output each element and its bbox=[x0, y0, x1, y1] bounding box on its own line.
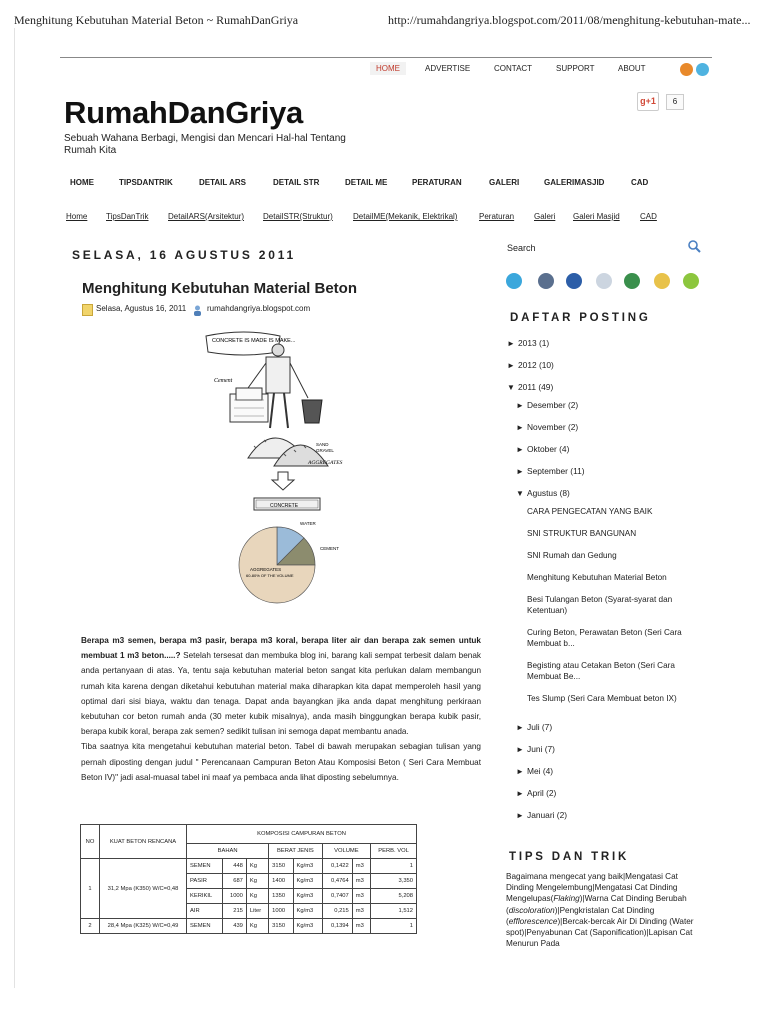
tips-link[interactable]: ) bbox=[557, 916, 561, 926]
archive-month-label[interactable]: September (11) bbox=[527, 466, 585, 476]
cell: 448 bbox=[222, 859, 246, 874]
delicious-icon[interactable] bbox=[538, 273, 554, 289]
concrete-illustration bbox=[204, 328, 360, 610]
topnav-about[interactable]: ABOUT bbox=[618, 64, 646, 73]
row2-kuat: 28,4 Mpa (K325) W/C=0,49 bbox=[100, 919, 187, 934]
cell: SEMEN bbox=[187, 859, 223, 874]
archive-year-label[interactable]: 2012 (10) bbox=[518, 360, 554, 370]
submenu-cad[interactable]: CAD bbox=[640, 212, 657, 221]
tips-link-italic[interactable]: Flaking bbox=[553, 894, 580, 904]
post-intro-question: Berapa m3 semen, berapa m3 pasir, berapa m3 koral, berapa liter air dan berapa zak semen untuk membuat 1 m3 beton.....? bbox=[81, 636, 481, 661]
expand-icon[interactable]: ► bbox=[507, 339, 515, 348]
daftar-posting-heading: DAFTAR POSTING bbox=[510, 312, 651, 324]
cell: 0,1394 bbox=[322, 919, 352, 934]
cell: 1000 bbox=[269, 904, 293, 919]
cell: AIR bbox=[187, 904, 223, 919]
archive-month[interactable] bbox=[516, 788, 556, 798]
tips-link[interactable]: Warna Cat Dinding Berubah ( bbox=[506, 894, 687, 915]
search-icon[interactable] bbox=[688, 240, 701, 253]
submenu-detailars[interactable]: DetailARS(Arsitektur) bbox=[168, 212, 245, 221]
archive-post-link[interactable]: CARA PENGECATAN YANG BAIK bbox=[527, 507, 653, 516]
cell: Kg/m3 bbox=[293, 874, 322, 889]
topnav-advertise[interactable]: ADVERTISE bbox=[425, 64, 471, 73]
th-kuat-beton: KUAT BETON RENCANA bbox=[100, 825, 187, 859]
tips-links: Bagaimana mengecat yang baik|Mengatasi Cat Dinding Mengelembung|Mengatasi Cat Dinding Mengelupas(Flaking)|Warna Cat Dinding Berubah (discoloration)|Pengkristalan Cat Dinding (efflorescence)|Bercak-bercak Air Di Dinding (Water spot)|Penyabunan Cat (Saponification)|Lapisan Cat Menurun Pada bbox=[506, 872, 694, 949]
cell: 0,1422 bbox=[322, 859, 352, 874]
cell: 3,350 bbox=[371, 874, 417, 889]
twitter-icon[interactable] bbox=[696, 63, 709, 76]
archive-month[interactable] bbox=[516, 810, 567, 820]
pie-water-label: WATER bbox=[300, 521, 316, 526]
post-meta-date: Selasa, Agustus 16, 2011 bbox=[96, 304, 187, 313]
archive-year[interactable] bbox=[507, 338, 549, 348]
th-komposisi: KOMPOSISI CAMPURAN BETON bbox=[187, 825, 417, 844]
facebook-icon[interactable] bbox=[566, 273, 582, 289]
tips-link[interactable]: Bagaimana mengecat yang baik bbox=[506, 872, 623, 881]
cell: 687 bbox=[222, 874, 246, 889]
archive-year-label[interactable]: 2013 (1) bbox=[518, 338, 550, 348]
expand-icon[interactable]: ► bbox=[516, 467, 524, 476]
archive-month-label[interactable]: Januari (2) bbox=[527, 810, 568, 820]
tips-link[interactable]: ) bbox=[579, 894, 583, 904]
menu-galerimasjid[interactable]: GALERIMASJID bbox=[544, 178, 605, 187]
cell: m3 bbox=[352, 919, 370, 934]
menu-detail-str[interactable]: DETAIL STR bbox=[273, 178, 320, 187]
menu-peraturan[interactable]: PERATURAN bbox=[412, 178, 462, 187]
sand-label: SAND bbox=[316, 442, 329, 447]
th-berat-jenis: BERAT JENIS bbox=[269, 844, 322, 859]
cell: 5,208 bbox=[371, 889, 417, 904]
submenu-peraturan[interactable]: Peraturan bbox=[479, 212, 515, 221]
cell: Kg bbox=[246, 859, 268, 874]
pie-cement-label: CEMENT bbox=[320, 546, 339, 551]
archive-month[interactable] bbox=[516, 466, 585, 476]
author-icon bbox=[193, 303, 202, 314]
submenu-detailstr[interactable]: DetailSTR(Struktur) bbox=[263, 212, 333, 221]
post-paragraph-2: Tiba saatnya kita mengetahui kebutuhan material beton. Tabel di bawah merupakan sebagian tulisan yang pernah diposting dengan judul " Perencanaan Campuran Beton Atau Komposisi Beton ( Seri Cara Membuat Beton IV)" jadi asal-muasal tabel ini maaf ya pembaca anda lihat diposting sebelumnya. bbox=[81, 742, 481, 782]
menu-cad[interactable]: CAD bbox=[631, 178, 649, 187]
tips-link[interactable]: Mengatasi Cat Dinding Mengelembung bbox=[506, 872, 678, 893]
page-title: Menghitung Kebutuhan Material Beton ~ RumahDanGriya bbox=[14, 13, 299, 27]
blog-description: Sebuah Wahana Berbagi, Mengisi dan Mencari Hal-hal Tentang Rumah Kita bbox=[64, 133, 346, 156]
archive-month-label[interactable]: Agustus (8) bbox=[527, 488, 570, 498]
archive-post-link[interactable]: SNI Rumah dan Gedung bbox=[527, 551, 617, 560]
archive-month-label[interactable]: Desember (2) bbox=[527, 400, 579, 410]
archive-month[interactable] bbox=[516, 744, 555, 754]
cell: KERIKIL bbox=[187, 889, 223, 904]
pie-aggregates-label: AGGREGATES bbox=[250, 567, 282, 572]
cell: 1000 bbox=[222, 889, 246, 904]
archive-month-label[interactable]: Juni (7) bbox=[527, 744, 555, 754]
page-url[interactable]: http://rumahdangriya.blogspot.com/2011/08/menghitung-kebutuhan-mate... bbox=[388, 13, 751, 27]
cell: 0,215 bbox=[322, 904, 352, 919]
cell: 0,4764 bbox=[322, 874, 352, 889]
cell: Liter bbox=[246, 904, 268, 919]
expand-icon[interactable]: ► bbox=[516, 723, 524, 732]
archive-post-link[interactable]: SNI STRUKTUR BANGUNAN bbox=[527, 529, 637, 538]
tips-link[interactable]: Pengkristalan Cat Dinding ( bbox=[506, 905, 655, 926]
pie-aggregates-volume-label: 60-80% OF THE VOLUME bbox=[246, 573, 294, 578]
cell: 3150 bbox=[269, 919, 293, 934]
calendar-icon bbox=[82, 304, 93, 316]
menu-home[interactable]: HOME bbox=[70, 178, 94, 187]
tips-dan-trik-heading: TIPS DAN TRIK bbox=[509, 851, 630, 863]
search-label: Search bbox=[507, 243, 536, 253]
archive-month[interactable] bbox=[516, 488, 570, 498]
tips-link[interactable]: Mengatasi Cat Dinding Mengelupas( bbox=[506, 883, 678, 904]
cell: Kg bbox=[246, 889, 268, 904]
bubble-text: CONCRETE IS MADE IS MAKE... bbox=[212, 338, 296, 344]
cell: m3 bbox=[352, 874, 370, 889]
expand-icon[interactable]: ► bbox=[516, 789, 524, 798]
page-border bbox=[14, 28, 15, 988]
stumbleupon-icon[interactable] bbox=[624, 273, 640, 289]
post-title[interactable]: Menghitung Kebutuhan Material Beton bbox=[82, 280, 357, 297]
expand-icon[interactable]: ► bbox=[516, 423, 524, 432]
archive-month-label[interactable]: November (2) bbox=[527, 422, 579, 432]
archive-month-label[interactable]: Oktober (4) bbox=[527, 444, 570, 454]
gravel-label: GRAVEL bbox=[316, 448, 334, 453]
submenu-home[interactable]: Home bbox=[66, 212, 88, 221]
archive-post-link[interactable]: Tes Slump (Seri Cara Membuat beton IX) bbox=[527, 694, 677, 703]
post-body bbox=[81, 633, 481, 785]
archive-month-label[interactable]: Juli (7) bbox=[527, 722, 553, 732]
cell: Kg bbox=[246, 919, 268, 934]
collapse-icon[interactable]: ▼ bbox=[516, 489, 524, 498]
cell: PASIR bbox=[187, 874, 223, 889]
concrete-label: CONCRETE bbox=[270, 503, 299, 509]
google-plus-label: g+1 bbox=[640, 96, 656, 106]
topnav-contact[interactable]: CONTACT bbox=[494, 64, 533, 73]
row2-no: 2 bbox=[81, 919, 100, 934]
cell: 0,7407 bbox=[322, 889, 352, 904]
submenu-detailme[interactable]: DetailME(Mekanik, Elektrikal) bbox=[353, 212, 458, 221]
menu-tipsdantrik[interactable]: TIPSDANTRIK bbox=[119, 178, 173, 187]
menu-detail-ars[interactable]: DETAIL ARS bbox=[199, 178, 246, 187]
th-perb-vol: PERB. VOL bbox=[371, 844, 417, 859]
collapse-icon[interactable]: ▼ bbox=[507, 383, 515, 392]
archive-post-link[interactable]: Menghitung Kebutuhan Material Beton bbox=[527, 573, 667, 582]
submenu-tipsdantrik[interactable]: TipsDanTrik bbox=[106, 212, 149, 221]
archive-month[interactable] bbox=[516, 422, 578, 432]
google-plus-count: 6 bbox=[666, 94, 684, 110]
cell: 1,512 bbox=[371, 904, 417, 919]
archive-month[interactable] bbox=[516, 766, 553, 776]
cell: Kg/m3 bbox=[293, 859, 322, 874]
expand-icon[interactable]: ► bbox=[516, 445, 524, 454]
post-intro-text: Setelah tersesat dan membuka blog ini, barang kali sempat terbesit dalam benak anda pertanyaan di atas. Ya, tentu saja kebutuhan material beton sangat kita perlukan dalam membangun rumah kita karena dengan diketahui kebutuhan material maka diharapkan kita dapat memperoleh hasil yang optimal dari sisi biaya, waktu dan tenaga. Dapat anda bayangkan jika anda dapat menghitung perkiraan kebutuhan cor beton rumah anda (30 meter kubik misalnya), anda masih binggungkan berapa kubik pasir, berapa kubik koral, berapa zak semen? sedikit tulisan ini semoga dapat membantu anada. bbox=[81, 651, 481, 737]
archive-post-link[interactable]: Besi Tulangan Beton (Syarat-syarat dan Ketentuan) bbox=[527, 595, 673, 615]
expand-icon[interactable]: ► bbox=[507, 361, 515, 370]
topnav-home[interactable]: HOME bbox=[370, 62, 406, 75]
tips-link-italic[interactable]: discoloration bbox=[508, 905, 555, 915]
cell: 1350 bbox=[269, 889, 293, 904]
technorati-icon[interactable] bbox=[596, 273, 612, 289]
cell: Kg bbox=[246, 874, 268, 889]
submenu-galeri[interactable]: Galeri bbox=[534, 212, 556, 221]
cell: 1 bbox=[371, 919, 417, 934]
menu-detail-me[interactable]: DETAIL ME bbox=[345, 178, 388, 187]
row1-kuat: 31,2 Mpa (K350) W/C=0,48 bbox=[100, 859, 187, 919]
aggregates-label: AGGREGATES bbox=[308, 460, 343, 466]
cell: Kg/m3 bbox=[293, 904, 322, 919]
archive-month[interactable] bbox=[516, 722, 552, 732]
submenu-galeri-masjid[interactable]: Galeri Masjid bbox=[573, 212, 620, 221]
composition-table bbox=[80, 824, 417, 934]
cell: 1 bbox=[371, 859, 417, 874]
archive-post-link[interactable]: Begisting atau Cetakan Beton (Seri Cara Membuat Be... bbox=[527, 661, 675, 681]
cell: m3 bbox=[352, 889, 370, 904]
menu-galeri[interactable]: GALERI bbox=[489, 178, 520, 187]
archive-year[interactable] bbox=[507, 360, 554, 370]
row1-no: 1 bbox=[81, 859, 100, 919]
tips-link[interactable]: Lapisan Cat Menurun Pada bbox=[506, 928, 693, 949]
tips-link[interactable]: Bercak-bercak Air Di Dinding (Water spot) bbox=[506, 916, 694, 938]
archive-month[interactable] bbox=[516, 400, 578, 410]
post-date-header: SELASA, 16 AGUSTUS 2011 bbox=[72, 248, 297, 262]
archive-post-link[interactable]: Curing Beton, Perawatan Beton (Seri Cara Membuat b... bbox=[527, 628, 682, 648]
expand-icon[interactable]: ► bbox=[516, 745, 524, 754]
th-bahan: BAHAN bbox=[187, 844, 269, 859]
cell: 1400 bbox=[269, 874, 293, 889]
cell: Kg/m3 bbox=[293, 919, 322, 934]
th-volume: VOLUME bbox=[322, 844, 371, 859]
expand-icon[interactable]: ► bbox=[516, 811, 524, 820]
archive-year-label[interactable]: 2011 (49) bbox=[518, 382, 554, 392]
twitter-icon[interactable] bbox=[506, 273, 522, 289]
table-row bbox=[81, 859, 417, 874]
expand-icon[interactable]: ► bbox=[516, 767, 524, 776]
expand-icon[interactable]: ► bbox=[516, 401, 524, 410]
cell: 439 bbox=[222, 919, 246, 934]
topnav-support[interactable]: SUPPORT bbox=[556, 64, 595, 73]
cell: 215 bbox=[222, 904, 246, 919]
share-icon[interactable] bbox=[683, 273, 699, 289]
archive-year[interactable] bbox=[507, 382, 553, 392]
archive-month-label[interactable]: Mei (4) bbox=[527, 766, 554, 776]
cell: m3 bbox=[352, 859, 370, 874]
table-row bbox=[81, 919, 417, 934]
cell: 3150 bbox=[269, 859, 293, 874]
th-no: NO bbox=[81, 825, 100, 859]
archive-month[interactable] bbox=[516, 444, 569, 454]
cell: SEMEN bbox=[187, 919, 223, 934]
tips-link[interactable]: Penyabunan Cat (Saponification) bbox=[526, 928, 647, 938]
cell: m3 bbox=[352, 904, 370, 919]
rss-icon[interactable] bbox=[680, 63, 693, 76]
cement-label: Cement bbox=[214, 378, 233, 384]
tips-link[interactable]: ) bbox=[554, 905, 558, 915]
digg-icon[interactable] bbox=[654, 273, 670, 289]
post-meta-author[interactable]: rumahdangriya.blogspot.com bbox=[207, 304, 311, 313]
tips-link-italic[interactable]: efflorescence bbox=[508, 916, 558, 926]
cell: Kg/m3 bbox=[293, 889, 322, 904]
google-plus-button[interactable] bbox=[637, 92, 659, 111]
post-paragraph-1 bbox=[81, 633, 481, 739]
blog-title[interactable]: RumahDanGriya bbox=[64, 95, 303, 130]
top-divider bbox=[60, 57, 712, 58]
archive-month-label[interactable]: April (2) bbox=[527, 788, 557, 798]
